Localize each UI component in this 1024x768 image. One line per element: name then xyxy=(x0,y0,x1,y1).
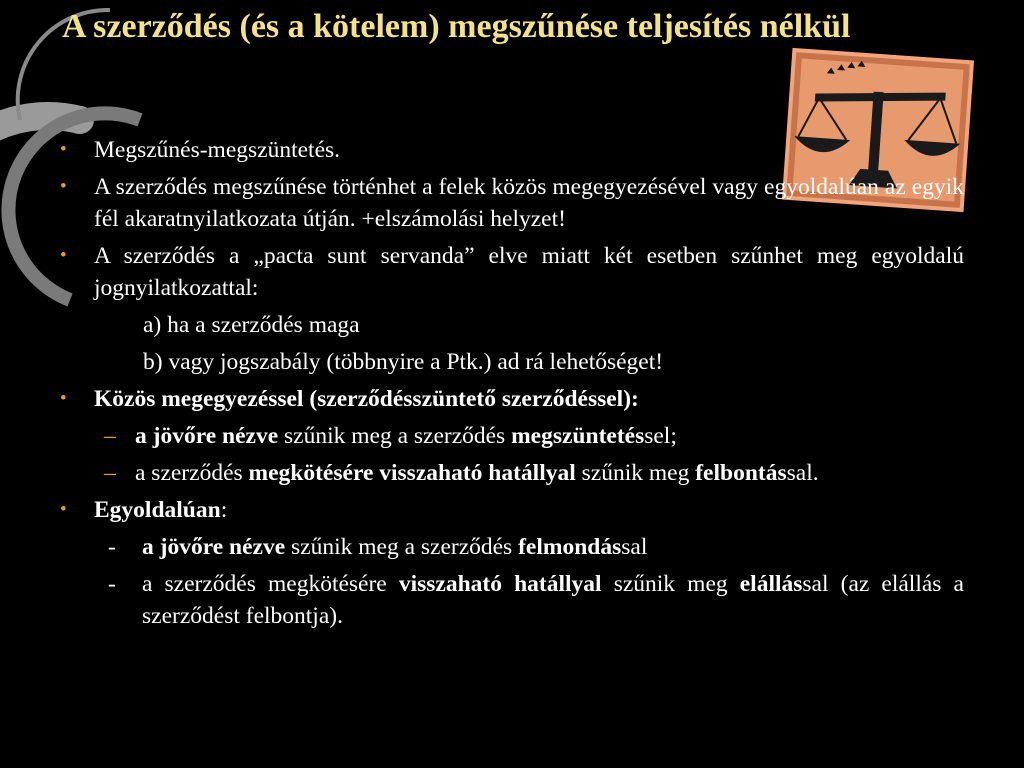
hyphen-text: a szerződés megkötésére xyxy=(142,571,399,597)
bullet-item xyxy=(60,134,964,166)
hyphen-text: szűnik meg a szerződés xyxy=(285,534,519,560)
hyphen-icon: - xyxy=(108,534,116,560)
dash-text-bold: felbontás xyxy=(695,460,787,486)
hyphen-text-bold: elállás xyxy=(739,571,803,597)
bullet-text: Közös megegyezéssel (szerződésszüntető szerződéssel): xyxy=(94,386,639,412)
hyphen-text-bold: visszaható hatállyal xyxy=(398,571,602,597)
dash-item xyxy=(60,457,964,489)
hyphen-text-bold: a jövőre nézve xyxy=(142,534,286,560)
bullet-text: : xyxy=(220,497,228,523)
dash-text-bold: a jövőre nézve xyxy=(135,423,279,449)
dash-text: szűnik meg a szerződés xyxy=(278,423,512,449)
bullet-item xyxy=(60,171,964,235)
hyphen-text: sal xyxy=(621,534,648,560)
hyphen-text-bold: felmondás xyxy=(518,534,622,560)
dash-item xyxy=(60,420,964,452)
bullet-icon: • xyxy=(60,176,67,197)
bullet-text: A szerződés megszűnése történhet a felek közös megegyezésével vagy egyoldalúan az egyik fél akaratnyilatkozata útján. +elszámolási helyzet! xyxy=(94,174,964,232)
slide-content xyxy=(60,134,964,637)
slide-title: A szerződés (és a kötelem) megszűnése teljesítés nélkül xyxy=(62,8,851,45)
bullet-text: Megszűnés-megszüntetés. xyxy=(94,137,341,163)
bullet-text: A szerződés a „pacta sunt servanda” elve miatt két esetben szűnhet meg egyoldalú jognyilatkozattal: xyxy=(94,243,964,301)
hyphen-icon: - xyxy=(108,571,116,597)
hyphen-item xyxy=(60,531,964,563)
dash-text: sal. xyxy=(786,460,819,486)
bullet-text-bold: Egyoldalúan xyxy=(94,497,221,523)
dash-icon: – xyxy=(104,460,116,486)
hyphen-item xyxy=(60,568,964,632)
bullet-icon: • xyxy=(60,499,67,520)
dash-text-bold: megkötésére visszaható hatállyal xyxy=(248,460,576,486)
bullet-item xyxy=(60,383,964,415)
hyphen-text: szűnik meg xyxy=(601,571,740,597)
sub-line-b: b) vagy jogszabály (többnyire a Ptk.) ad rá lehetőséget! xyxy=(143,349,664,375)
bullet-item xyxy=(60,240,964,304)
bullet-icon: • xyxy=(60,139,67,160)
dash-icon: – xyxy=(104,423,116,449)
dash-text-bold: megszüntetés xyxy=(511,423,645,449)
dash-text: sel; xyxy=(644,423,677,449)
dash-text: szűnik meg xyxy=(575,460,696,486)
dash-text: a szerződés xyxy=(135,460,249,486)
sub-line-a: a) ha a szerződés maga xyxy=(143,312,360,338)
bullet-icon: • xyxy=(60,388,67,409)
bullet-icon: • xyxy=(60,245,67,266)
bullet-item xyxy=(60,494,964,526)
hyphen-text: sal (az elállás a szerződést felbontja). xyxy=(142,571,964,629)
